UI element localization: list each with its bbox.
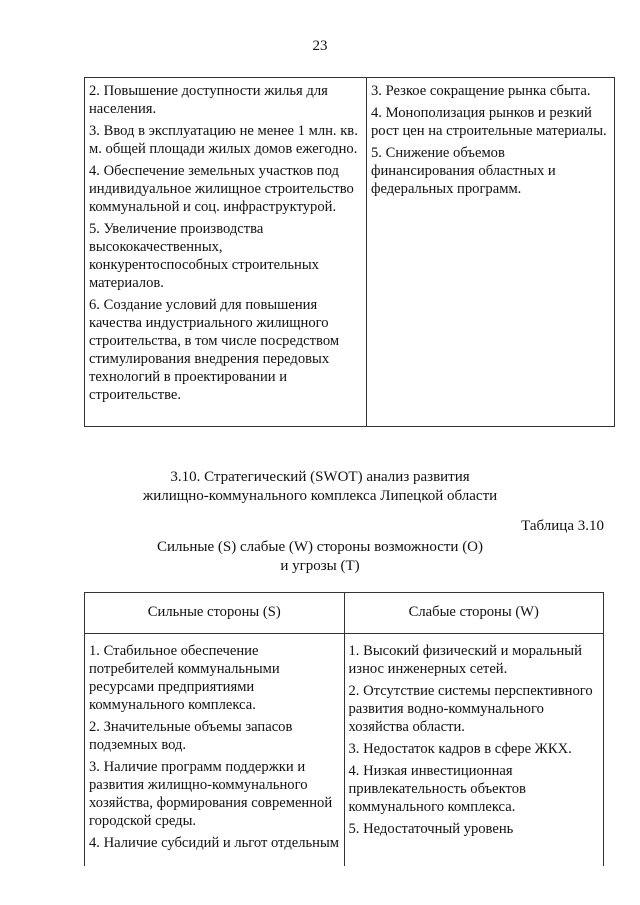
table-caption-line: Сильные (S) слабые (W) стороны возможности (O) bbox=[156, 539, 484, 555]
list-item: 5. Недостаточный уровень bbox=[348, 821, 514, 837]
table-label: Таблица 3.10 bbox=[521, 518, 604, 534]
table-caption-line: и угрозы (T) bbox=[280, 558, 360, 574]
list-item: 6. Создание условий для повышения качества индустриального жилищного строительства, в том числе посредством стимулирования внедрения передовых технологий в проектировании и строительстве. bbox=[89, 297, 340, 403]
list-item: 5. Снижение объемов финансирования областных и федеральных программ. bbox=[371, 145, 556, 197]
table1-right-cell bbox=[367, 78, 615, 427]
section-title-line: 3.10. Стратегический (SWOT) анализ развития bbox=[170, 469, 470, 485]
strengths-header: Сильные стороны (S) bbox=[85, 593, 345, 634]
list-item: 2. Повышение доступности жилья для населения. bbox=[89, 83, 328, 117]
list-item: 4. Наличие субсидий и льгот отдельным bbox=[89, 835, 340, 851]
list-item: 4. Монополизация рынков и резкий рост цен на строительные материалы. bbox=[371, 105, 607, 139]
page-number: 23 bbox=[312, 38, 328, 54]
list-item: 4. Низкая инвестиционная привлекательность объектов коммунального комплекса. bbox=[348, 763, 526, 815]
list-item: 1. Стабильное обеспечение потребителей коммунальными ресурсами предприятиями коммунального комплекса. bbox=[89, 643, 280, 713]
opportunities-threats-table-continued bbox=[84, 77, 615, 427]
weaknesses-header: Слабые стороны (W) bbox=[344, 593, 604, 634]
list-item: 3. Недостаток кадров в сфере ЖКХ. bbox=[348, 741, 572, 757]
list-item: 5. Увеличение производства высококачественных, конкурентоспособных строительных материалов. bbox=[89, 221, 319, 291]
strengths-cell bbox=[85, 634, 345, 867]
list-item: 2. Отсутствие системы перспективного развития водно-коммунального хозяйства области. bbox=[348, 683, 593, 735]
section-title bbox=[40, 468, 600, 506]
list-item: 4. Обеспечение земельных участков под индивидуальное жилищное строительство коммунальной и соц. инфраструктурой. bbox=[89, 163, 354, 215]
section-title-line: жилищно-коммунального комплекса Липецкой области bbox=[142, 488, 498, 504]
weaknesses-cell bbox=[344, 634, 604, 867]
list-item: 3. Ввод в эксплуатацию не менее 1 млн. кв. м. общей площади жилых домов ежегодно. bbox=[89, 123, 358, 157]
list-item: 3. Наличие программ поддержки и развития жилищно-коммунального хозяйства, формирования современной городской среды. bbox=[89, 759, 333, 829]
list-item: 3. Резкое сокращение рынка сбыта. bbox=[371, 83, 591, 99]
table-caption bbox=[40, 538, 600, 576]
table1-left-cell bbox=[85, 78, 367, 427]
list-item: 1. Высокий физический и моральный износ инженерных сетей. bbox=[348, 643, 582, 677]
list-item: 2. Значительные объемы запасов подземных вод. bbox=[89, 719, 293, 753]
swot-table bbox=[84, 592, 604, 866]
